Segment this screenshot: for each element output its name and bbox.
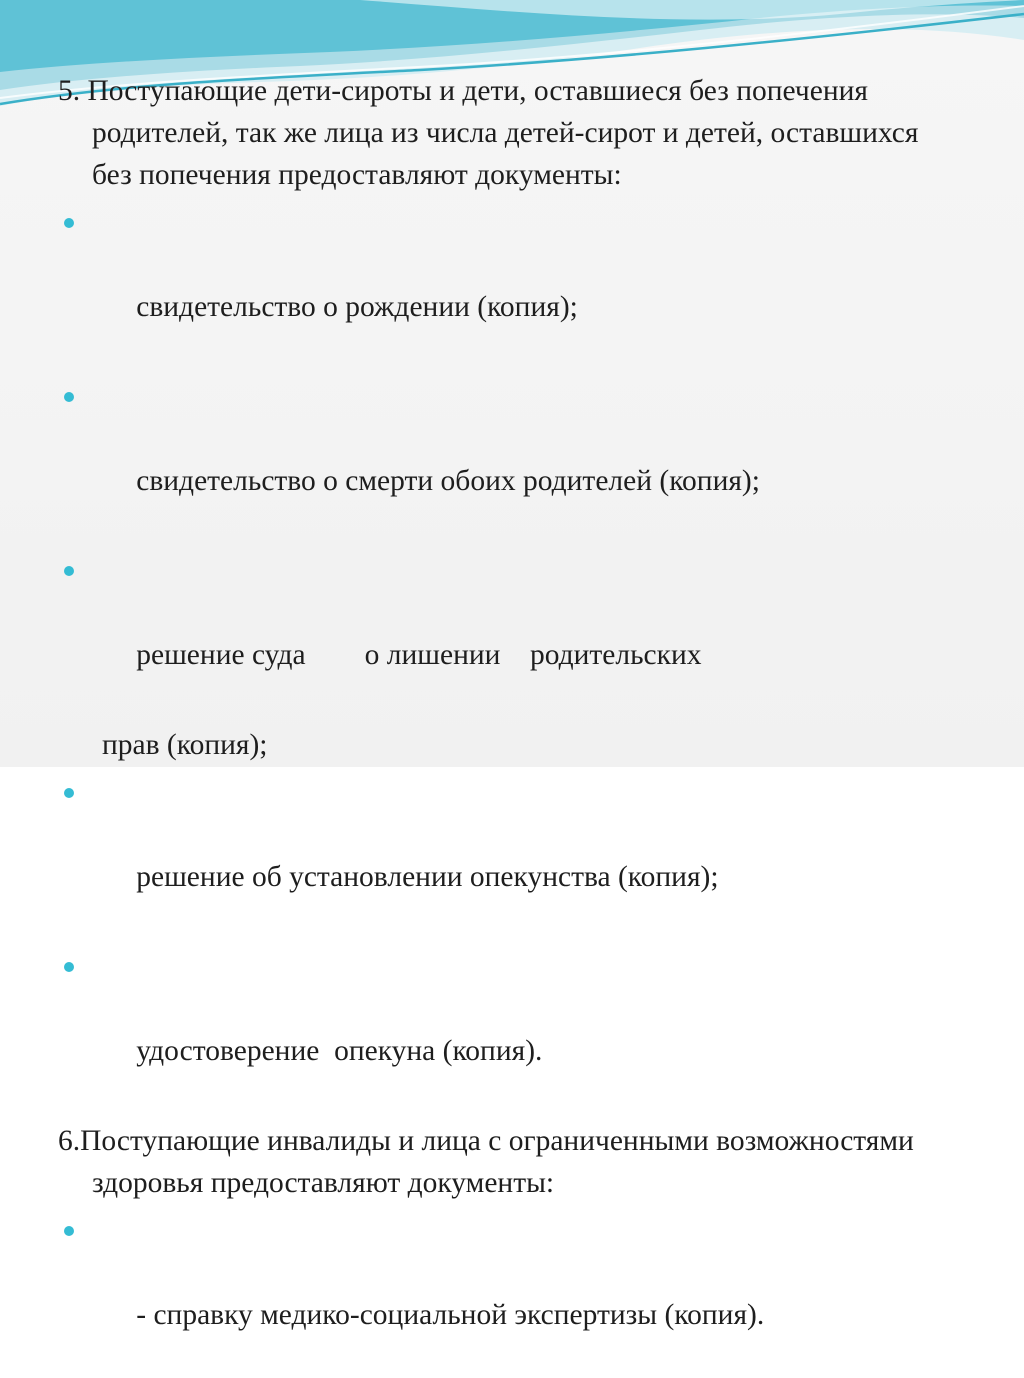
bullet-continuation: прав (копия); [102, 729, 268, 761]
bullet-text: решение об установлении опекунства (копия); [136, 861, 719, 893]
bullet-icon [64, 566, 74, 576]
bullet-item [58, 946, 958, 1114]
bullet-item [58, 550, 958, 718]
bullet-item [58, 202, 958, 370]
slide-content [58, 70, 958, 1378]
bullet-text: свидетельство о смерти обоих родителей (копия); [136, 465, 760, 497]
bullet-icon [64, 392, 74, 402]
section-5-text: 5. Поступающие дети-сироты и дети, оставшиеся без попечения родителей, так же лица из числа детей-сирот и детей, оставшихся без попечения предоставляют документы: [58, 75, 919, 191]
bullet-text: свидетельство о рождении (копия); [136, 291, 578, 323]
bullet-item [58, 772, 958, 940]
section-6-text: 6.Поступающие инвалиды и лица с ограниченными возможностями здоровья предоставляют документы: [58, 1125, 914, 1199]
bullet-text: удостоверение опекуна (копия). [136, 1035, 543, 1067]
bullet-icon [64, 218, 74, 228]
bullet-item [58, 376, 958, 544]
bullet-item [58, 1210, 958, 1378]
bullet-icon [64, 962, 74, 972]
bullet-icon [64, 1226, 74, 1236]
bullet-text: решение суда о лишении родительских [136, 639, 702, 671]
bullet-text: - справку медико-социальной экспертизы (копия). [136, 1299, 765, 1331]
bullet-icon [64, 788, 74, 798]
